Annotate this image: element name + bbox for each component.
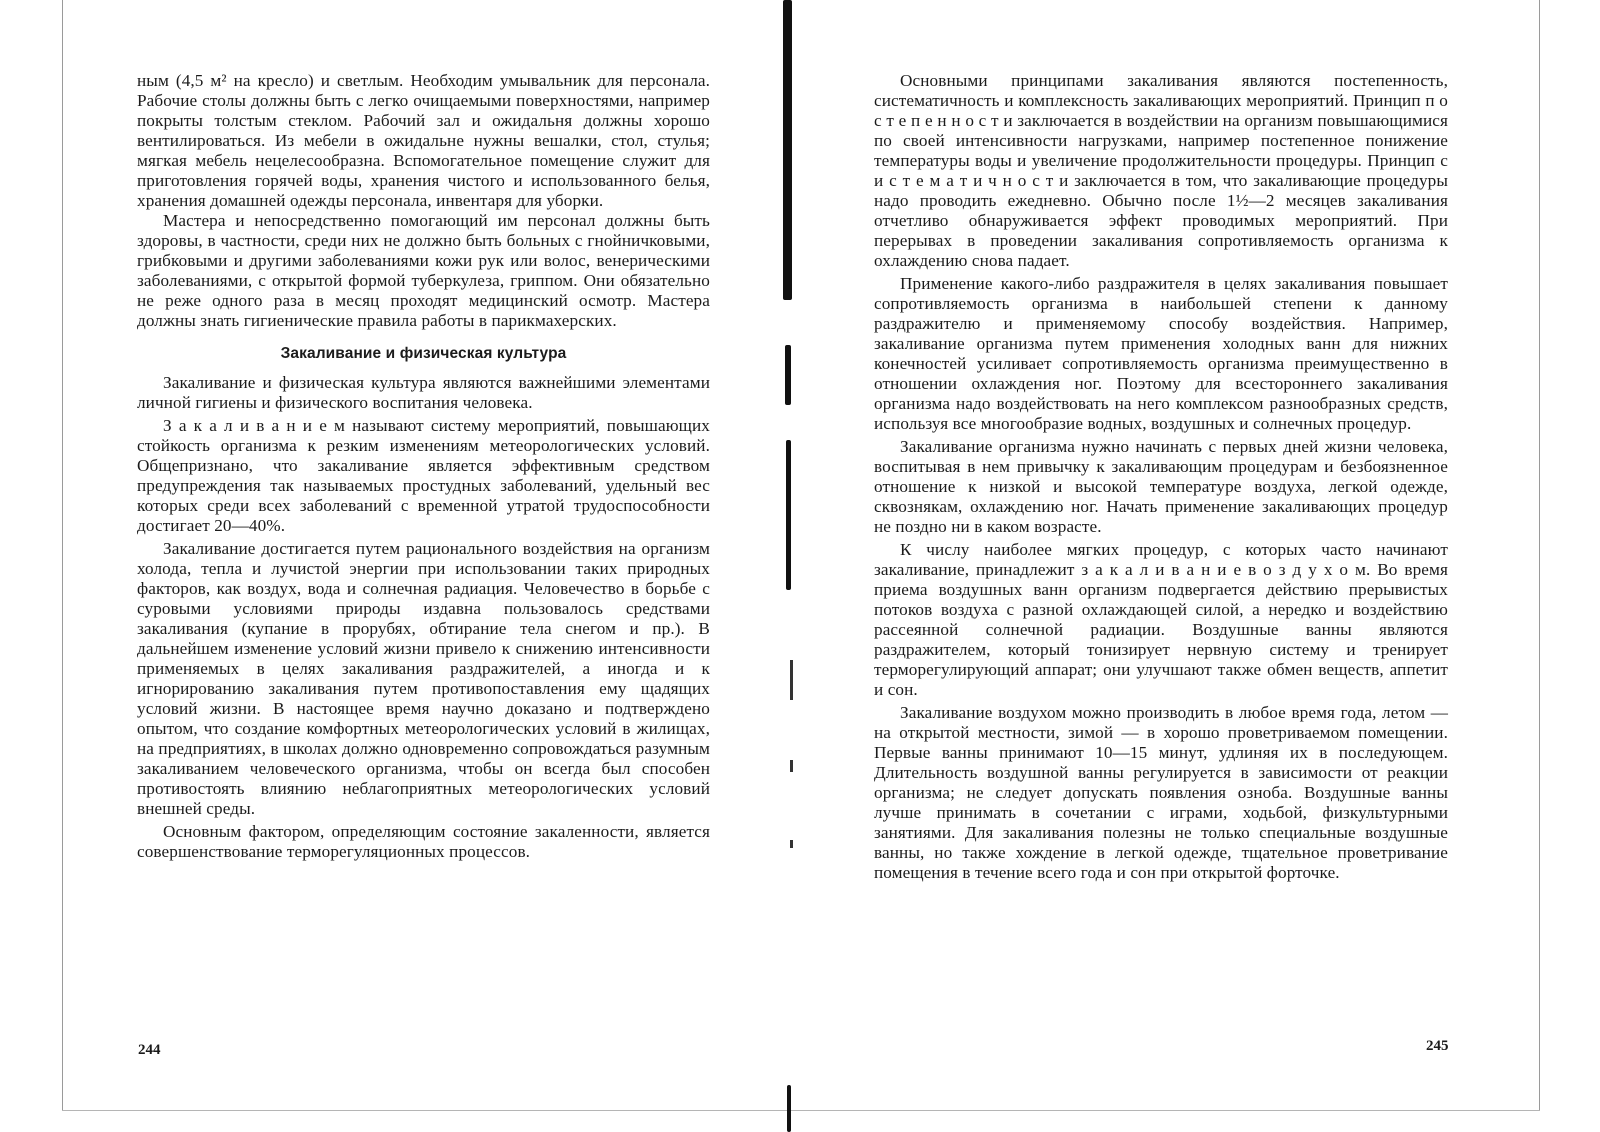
paragraph: Мастера и непосредственно помогающий им персонал должны быть здоровы, в частности, среди них не должно быть больных с гнойничковыми, грибковыми и другими заболеваниями кожи рук или волос, венерическими заболеваниями, с открытой формой туберкулеза, гриппом. Они обязательно не реже одного раза в месяц проходят медицинский осмотр. Мастера должны знать гигиенические правила работы в парикмахерских. bbox=[137, 211, 710, 330]
page-number-left: 244 bbox=[138, 1042, 161, 1058]
paragraph: Основными принципами закаливания являются постепенность, систематичность и комплексность закаливающих мероприятий. Принцип п о с т е п е н н о с т и заключается в воздействии на организм повышающимися по своей интенсивности нагрузками, например постепенное понижение температуры воды и увеличение продолжительности процедуры. Принцип с и с т е м а т и ч н о с т и заключается в том, что закаливающие процедуры надо проводить ежедневно. Обычно после 1½—2 месяцев закаливания отчетливо обнаруживается эффект проводимых мероприятий. При перерывах в проведении закаливания сопротивляемость организма к охлаждению снова падает. bbox=[874, 71, 1448, 270]
paragraph: ным (4,5 м² на кресло) и светлым. Необходим умывальник для персонала. Рабочие столы должны быть с легко очищаемыми поверхностями, например покрыты толстым стеклом. Рабочий зал и ожидальня должны хорошо вентилироваться. Из мебели в ожидальне нужны вешалки, стол, стулья; мягкая мебель нецелесообразна. Вспомогательное помещение служит для приготовления горячей воды, хранения чистого и использованного белья, хранения домашней одежды персонала, инвентаря для уборки. bbox=[137, 71, 710, 210]
gutter-shadow bbox=[786, 440, 791, 590]
page-number-right: 245 bbox=[1426, 1038, 1449, 1054]
scan-frame-left bbox=[62, 0, 63, 1110]
gutter-shadow bbox=[785, 345, 791, 405]
section-heading: Закаливание и физическая культура bbox=[280, 345, 567, 362]
scan-frame-bottom bbox=[62, 1110, 1540, 1111]
paragraph: Закаливание и физическая культура являются важнейшими элементами личной гигиены и физического воспитания человека. bbox=[137, 373, 710, 412]
gutter-shadow bbox=[783, 0, 792, 300]
scan-frame-right bbox=[1539, 0, 1540, 1110]
gutter-shadow bbox=[790, 760, 793, 772]
paragraph: З а к а л и в а н и е м называют систему мероприятий, повышающих стойкость организма к резким изменениям метеорологических условий. Общепризнано, что закаливание является эффективным средством предупреждения так называемых простудных заболеваний, удельный вес которых среди всех заболеваний с временной утратой трудоспособности достигает 20—40%. bbox=[137, 416, 710, 535]
paragraph: Закаливание достигается путем рационального воздействия на организм холода, тепла и лучистой энергии при использовании таких природных факторов, как воздух, вода и солнечная радиация. Человечество в борьбе с суровыми условиями природы издавна пользовалось средствами закаливания (купание в прорубях, обтирание тела снегом и пр.). В дальнейшем изменение условий жизни привело к снижению интенсивности применяемых в целях закаливания раздражителей, а иногда и к игнорированию закаливания путем противопоставления ему щадящих условий жизни. В настоящее время научно доказано и подтверждено опытом, что создание комфортных метеорологических условий в жилищах, на предприятиях, в школах должно одновременно сопровождаться разумным закаливанием человеческого организма, чтобы он всегда был способен противостоять влиянию неблагоприятных метеорологических условий внешней среды. bbox=[137, 539, 710, 818]
gutter-shadow bbox=[787, 1085, 791, 1132]
gutter-shadow bbox=[790, 840, 793, 848]
gutter-shadow bbox=[790, 660, 793, 700]
paragraph: Закаливание организма нужно начинать с первых дней жизни человека, воспитывая в нем привычку к закаливающим процедурам и безбоязненное отношение к низкой и высокой температуре воздуха, легкой одежде, сквознякам, охлаждению ног. Начать применение закаливающих процедур не поздно ни в каком возрасте. bbox=[874, 437, 1448, 536]
paragraph: Применение какого-либо раздражителя в целях закаливания повышает сопротивляемость организма в наибольшей степени к данному раздражителю и применяемому способу воздействия. Например, закаливание организма путем применения холодных ванн для нижних конечностей усиливает сопротивляемость организма преимущественно в отношении охлаждения ног. Поэтому для всестороннего закаливания организма надо воздействовать на него комплексом разнообразных средств, используя все многообразие водных, воздушных и солнечных процедур. bbox=[874, 274, 1448, 433]
right-page-body bbox=[874, 71, 1448, 883]
left-page-body bbox=[137, 71, 710, 862]
paragraph: Основным фактором, определяющим состояние закаленности, является совершенствование терморегуляционных процессов. bbox=[137, 822, 710, 861]
paragraph: Закаливание воздухом можно производить в любое время года, летом — на открытой местности, зимой — в хорошо проветриваемом помещении. Первые ванны принимают 10—15 минут, удлиняя их в последующем. Длительность воздушной ванны регулируется в зависимости от реакции организма; не следует допускать появления озноба. Воздушные ванны лучше принимать в сочетании с играми, ходьбой, физкультурными занятиями. Для закаливания полезны не только специальные воздушные ванны, но также хождение в легкой одежде, тщательное проветривание помещения в течение всего года и сон при открытой форточке. bbox=[874, 703, 1448, 882]
paragraph: К числу наиболее мягких процедур, с которых часто начинают закаливание, принадлежит з а к а л и в а н и е в о з д у х о м. Во время приема воздушных ванн организм подвергается действию прерывистых потоков воздуха с разной охлаждающей силой, а нередко и воздействию рассеянной солнечной радиации. Воздушные ванны являются раздражителем, который тонизирует нервную систему и тренирует терморегулирующий аппарат; они улучшают также обмен веществ, аппетит и сон. bbox=[874, 540, 1448, 699]
